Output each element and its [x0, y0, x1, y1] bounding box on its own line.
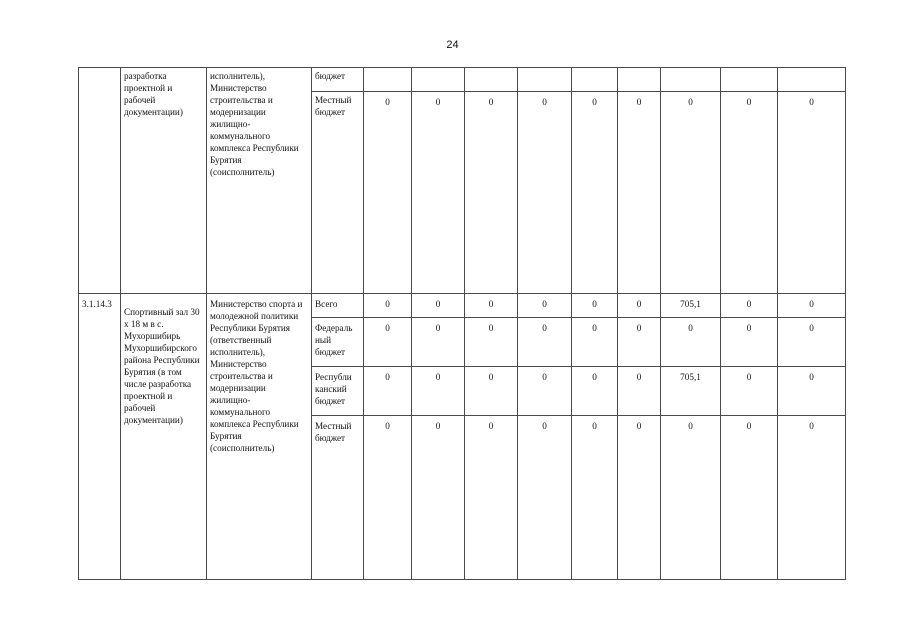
- value-cell: 0: [778, 367, 846, 416]
- value-cell: 0: [518, 92, 572, 294]
- table-row: [79, 294, 846, 318]
- value-cell: 0: [572, 318, 618, 367]
- value-cell: 0: [465, 367, 518, 416]
- value-cell: 0: [518, 367, 572, 416]
- value-cell: 0: [364, 92, 412, 294]
- value-cell: 705,1: [661, 367, 721, 416]
- value-cell: 0: [412, 92, 465, 294]
- code-cell: 3.1.14.3: [79, 294, 121, 580]
- code-cell: [79, 68, 121, 294]
- value-cell: 0: [778, 416, 846, 580]
- value-cell: 0: [412, 367, 465, 416]
- value-cell: 0: [661, 318, 721, 367]
- value-cell: [661, 68, 721, 92]
- executor-cell: исполнитель), Министерство строительства и модернизации жилищно-коммунального комплекса Республики Бурятия (соисполнитель): [207, 68, 312, 294]
- funding-source-cell: бюджет: [312, 68, 364, 92]
- value-cell: 0: [364, 367, 412, 416]
- value-cell: 0: [661, 92, 721, 294]
- value-cell: 0: [721, 367, 778, 416]
- value-cell: 0: [465, 92, 518, 294]
- value-cell: 0: [518, 318, 572, 367]
- value-cell: 0: [572, 416, 618, 580]
- value-cell: 0: [618, 92, 661, 294]
- value-cell: 0: [618, 416, 661, 580]
- value-cell: 0: [721, 92, 778, 294]
- value-cell: [412, 68, 465, 92]
- value-cell: 0: [572, 294, 618, 318]
- value-cell: 0: [778, 92, 846, 294]
- value-cell: 0: [618, 318, 661, 367]
- funding-source-cell: Федераль ный бюджет: [312, 318, 364, 367]
- value-cell: 0: [465, 294, 518, 318]
- value-cell: 0: [721, 318, 778, 367]
- value-cell: [465, 68, 518, 92]
- value-cell: 0: [364, 318, 412, 367]
- value-cell: 0: [778, 318, 846, 367]
- funding-source-cell: Местный бюджет: [312, 92, 364, 294]
- value-cell: 0: [721, 294, 778, 318]
- funding-source-cell: Республи канский бюджет: [312, 367, 364, 416]
- value-cell: 0: [572, 92, 618, 294]
- value-cell: 0: [661, 416, 721, 580]
- value-cell: 0: [412, 318, 465, 367]
- value-cell: [572, 68, 618, 92]
- table-row: [79, 68, 846, 92]
- value-cell: [364, 68, 412, 92]
- value-cell: [721, 68, 778, 92]
- value-cell: 0: [465, 416, 518, 580]
- value-cell: 0: [518, 294, 572, 318]
- executor-cell: Министерство спорта и молодежной политики Республики Бурятия (ответственный исполнитель), Министерство строительства и модернизации жилищно-коммунального комплекса Республики Бурятия (соисполнитель): [207, 294, 312, 580]
- value-cell: 0: [518, 416, 572, 580]
- value-cell: 0: [412, 416, 465, 580]
- funding-source-cell: Всего: [312, 294, 364, 318]
- value-cell: 0: [364, 416, 412, 580]
- value-cell: 0: [572, 367, 618, 416]
- value-cell: [778, 68, 846, 92]
- object-cell: разработка проектной и рабочей документации): [121, 68, 207, 294]
- value-cell: 0: [465, 318, 518, 367]
- value-cell: 0: [364, 294, 412, 318]
- value-cell: 0: [412, 294, 465, 318]
- funding-source-cell: Местный бюджет: [312, 416, 364, 580]
- object-cell: Спортивный зал 30 х 18 м в с. Мухоршибирь Мухоршибирского района Республики Бурятия (в том числе разработка проектной и рабочей документации): [121, 294, 207, 580]
- value-cell: 705,1: [661, 294, 721, 318]
- budget-table: [78, 67, 846, 580]
- value-cell: 0: [778, 294, 846, 318]
- value-cell: [518, 68, 572, 92]
- value-cell: 0: [721, 416, 778, 580]
- page-number: 24: [446, 39, 459, 51]
- value-cell: 0: [618, 294, 661, 318]
- value-cell: 0: [618, 367, 661, 416]
- value-cell: [618, 68, 661, 92]
